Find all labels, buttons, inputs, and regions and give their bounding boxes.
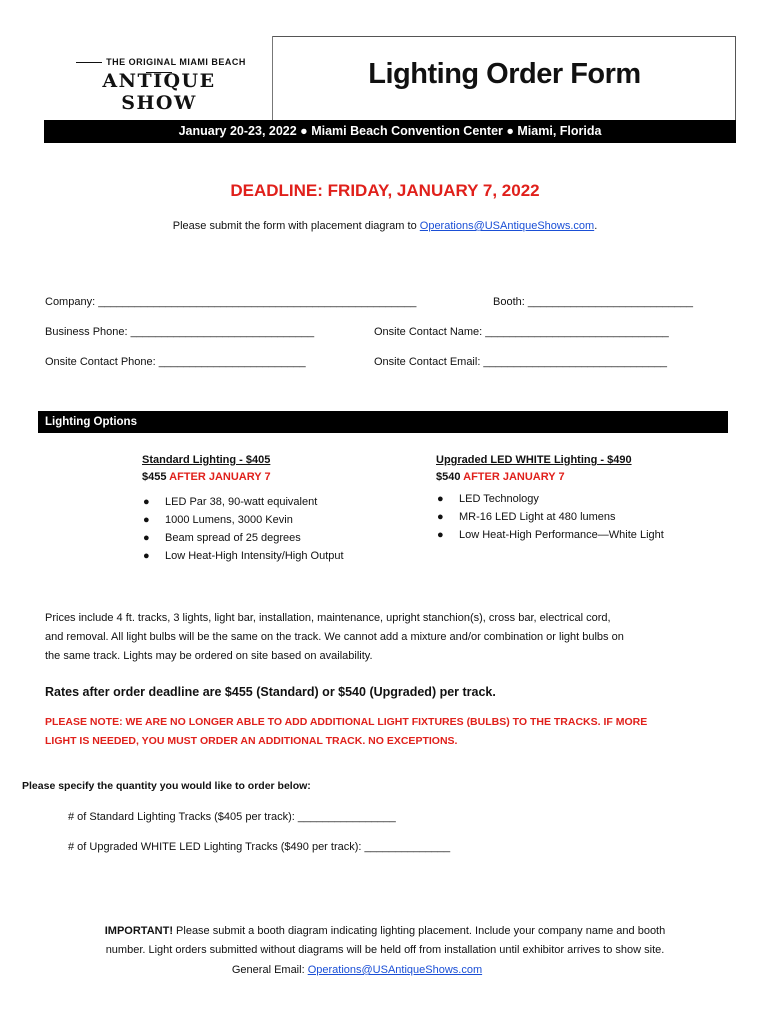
standard-option-title: Standard Lighting - $405 [142, 454, 271, 466]
operations-email-link[interactable]: Operations@USAntiqueShows.com [419, 220, 595, 232]
general-email-line: General Email: Operations@USAntiqueShows.com [231, 964, 483, 976]
standard-quantity-field[interactable]: # of Standard Lighting Tracks ($405 per track): ________________ [68, 811, 396, 823]
important-label: IMPORTANT! [104, 925, 173, 937]
company-field[interactable]: Company: ____________________________________________________ [45, 296, 417, 308]
rates-after-deadline: Rates after order deadline are $455 (Standard) or $540 (Upgraded) per track. [45, 685, 496, 699]
page-title: Lighting Order Form [368, 58, 641, 90]
list-item: ● Low Heat-High Intensity/High Output [143, 550, 344, 562]
list-item: ● LED Technology [437, 493, 539, 505]
logo-title: ANTIQUE SHOW [102, 70, 216, 114]
please-note-warning [45, 713, 725, 751]
deadline-heading: DEADLINE: FRIDAY, JANUARY 7, 2022 [230, 181, 540, 200]
onsite-contact-name-field[interactable]: Onsite Contact Name: ______________________________ [374, 326, 669, 338]
onsite-contact-email-field[interactable]: Onsite Contact Email: ______________________________ [374, 356, 667, 368]
upgraded-option-title: Upgraded LED WHITE Lighting - $490 [436, 454, 632, 466]
standard-features [142, 493, 344, 565]
note-line: LIGHT IS NEEDED, YOU MUST ORDER AN ADDITIONAL TRACK. NO EXCEPTIONS. [45, 735, 458, 747]
list-item: ● LED Par 38, 90-watt equivalent [143, 496, 318, 508]
booth-field[interactable]: Booth: ___________________________ [493, 296, 694, 308]
general-email-link[interactable]: Operations@USAntiqueShows.com [307, 964, 483, 976]
list-item: ● MR-16 LED Light at 480 lumens [437, 511, 616, 523]
upgraded-option [436, 454, 664, 544]
note-line: PLEASE NOTE: WE ARE NO LONGER ABLE TO ADD ADDITIONAL LIGHT FIXTURES (BULBS) TO THE TRACKS. IF MORE [45, 716, 648, 728]
paragraph-line: the same track. Lights may be ordered on site based on availability. [45, 650, 373, 662]
standard-option [142, 454, 344, 565]
logo-subtitle: THE ORIGINAL MIAMI BEACH [62, 57, 256, 77]
upgraded-features [436, 490, 664, 544]
paragraph-line: Prices include 4 ft. tracks, 3 lights, light bar, installation, maintenance, upright stanchion(s), cross bar, electrical cord, [45, 612, 611, 624]
important-text-line2: number. Light orders submitted without diagrams will be held off from installation until exhibitor arrives to show site. [105, 944, 665, 956]
important-notice [40, 922, 730, 960]
section-title-lighting-options: Lighting Options [38, 411, 728, 433]
upgraded-late-price: $540 AFTER JANUARY 7 [436, 471, 565, 483]
important-text: Please submit a booth diagram indicating lighting placement. Include your company name and booth [172, 925, 666, 937]
list-item: ● 1000 Lumens, 3000 Kevin [143, 514, 293, 526]
prices-include-paragraph [45, 609, 735, 666]
specify-quantity-heading: Please specify the quantity you would like to order below: [22, 780, 311, 792]
upgraded-quantity-field[interactable]: # of Upgraded WHITE LED Lighting Tracks ($490 per track): ______________ [68, 841, 451, 853]
event-date-bar: January 20-23, 2022 ● Miami Beach Convention Center ● Miami, Florida [44, 120, 736, 143]
submit-instructions: Please submit the form with placement diagram to Operations@USAntiqueShows.com. [172, 220, 598, 232]
standard-late-price: $455 AFTER JANUARY 7 [142, 471, 271, 483]
list-item: ● Low Heat-High Performance—White Light [437, 529, 664, 541]
paragraph-line: and removal. All light bulbs will be the same on the track. We cannot add a mixture and/or combination or light bulbs on [45, 631, 624, 643]
onsite-contact-phone-field[interactable]: Onsite Contact Phone: ________________________ [45, 356, 306, 368]
list-item: ● Beam spread of 25 degrees [143, 532, 301, 544]
business-phone-field[interactable]: Business Phone: ______________________________ [45, 326, 315, 338]
